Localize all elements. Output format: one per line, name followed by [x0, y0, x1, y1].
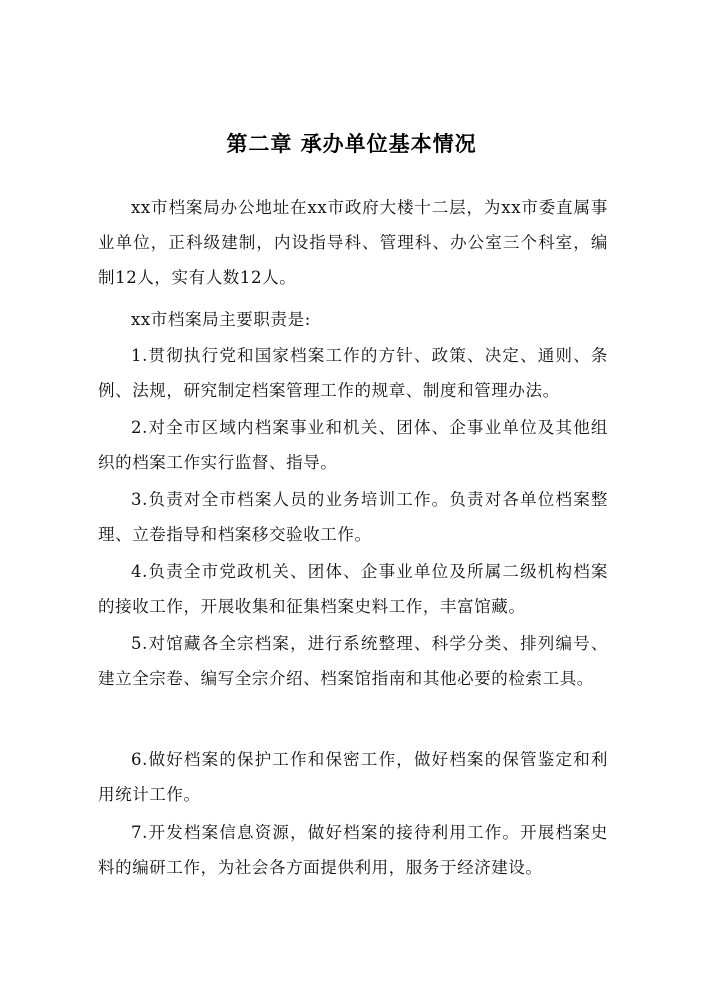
paragraph-office-info: xx市档案局办公地址在xx市政府大楼十二层，为xx市委直属事业单位，正科级建制，内设指导科、管理科、办公室三个科室，编制12人，实有人数12人。 [98, 198, 608, 287]
paragraph-duty-3: 3.负责对全市档案人员的业务培训工作。负责对各单位档案整理、立卷指导和档案移交验收工作。 [98, 490, 608, 544]
paragraph-duties-intro: xx市档案局主要职责是: [131, 310, 311, 329]
chapter-title: 第二章 承办单位基本情况 [226, 131, 477, 156]
paragraph-duty-6: 6.做好档案的保护工作和保密工作，做好档案的保管鉴定和利用统计工作。 [98, 750, 608, 804]
paragraph-duty-7: 7.开发档案信息资源，做好档案的接待利用工作。开展档案史料的编研工作，为社会各方面提供利用，服务于经济建设。 [98, 823, 608, 877]
paragraph-duty-1: 1.贯彻执行党和国家档案工作的方针、政策、决定、通则、条例、法规，研究制定档案管理工作的规章、制度和管理办法。 [98, 346, 608, 400]
paragraph-duty-4: 4.负责全市党政机关、团体、企事业单位及所属二级机构档案的接收工作，开展收集和征集档案史料工作，丰富馆藏。 [98, 562, 608, 616]
paragraph-duty-5: 5.对馆藏各全宗档案，进行系统整理、科学分类、排列编号、建立全宗卷、编写全宗介绍、档案馆指南和其他必要的检索工具。 [98, 634, 608, 688]
paragraph-duty-2: 2.对全市区域内档案事业和机关、团体、企事业单位及其他组织的档案工作实行监督、指导。 [98, 418, 608, 472]
